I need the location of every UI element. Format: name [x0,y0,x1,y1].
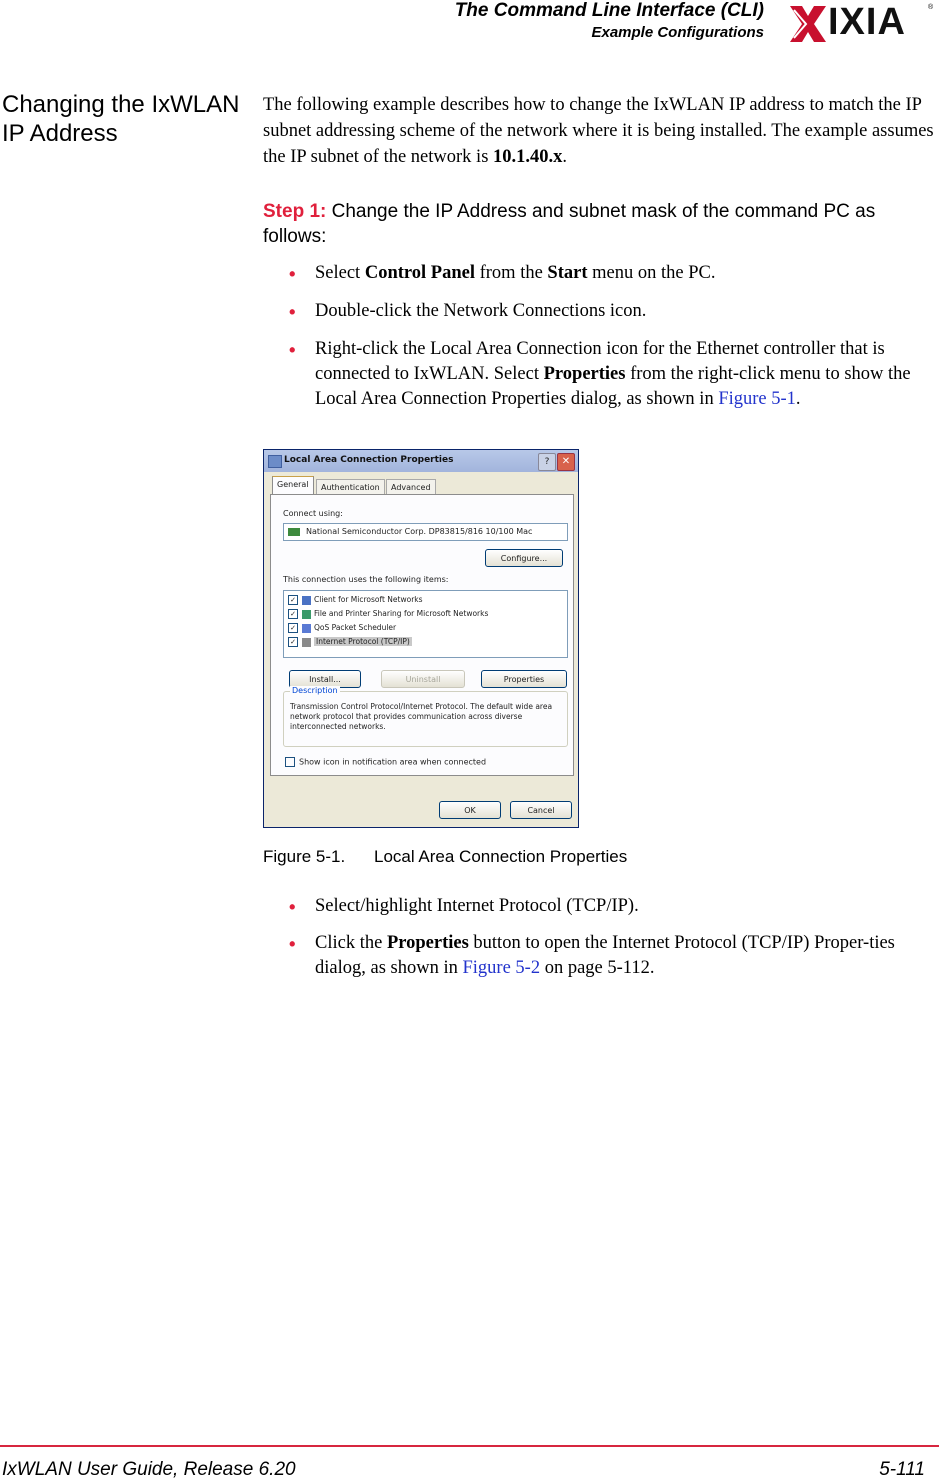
bullet-text: on page 5-112. [540,958,655,978]
bullet-text: Right-click the Local Area Connection icon for the Ethernet controller that is connected to IxWLAN. Select [315,339,885,384]
close-button[interactable]: ✕ [557,453,575,471]
section-heading: Changing the IxWLAN IP Address [2,91,240,147]
bullet-bold: Properties [543,364,626,384]
components-list[interactable] [283,590,568,658]
ixia-logo-x-icon [786,2,830,46]
bullet-item [289,261,939,286]
list-item[interactable] [288,636,412,648]
checkbox-checked-icon[interactable]: ✓ [288,623,298,633]
figure-5-1-link[interactable]: Figure 5-1 [718,389,796,409]
show-icon-option[interactable] [285,757,486,767]
ok-button[interactable]: OK [439,801,501,819]
bullet-text: from the right-click menu to show the Local Area Connection Properties dialog, as shown in [315,364,911,409]
registered-mark: ® [928,4,934,11]
list-item[interactable] [288,608,488,620]
bullet-text: button to open the Internet Protocol (TCP/IP) Proper-ties dialog, as shown in [315,933,895,978]
show-icon-label: Show icon in notification area when connected [299,757,487,767]
help-button[interactable]: ? [538,453,556,471]
step-text: Change the IP Address and subnet mask of the command PC as follows: [263,201,876,247]
bullet-text: . [795,389,801,409]
intro-paragraph [263,92,939,170]
bullet-icon: • [289,933,296,954]
bullet-icon: • [289,339,296,360]
list-item[interactable] [288,594,423,606]
checkbox-checked-icon[interactable]: ✓ [288,609,298,619]
tab-authentication[interactable]: Authentication [316,479,385,496]
bullet-text: Select [315,263,365,283]
footer-page-number: 5-111 [879,1459,925,1480]
bullet-bold: Start [547,263,588,283]
bullet-bold: Control Panel [364,263,475,283]
running-header-title: The Command Line Interface (CLI) [454,0,764,21]
local-area-connection-dialog [263,449,579,828]
figure-5-2-link[interactable]: Figure 5-2 [462,958,541,978]
client-icon [302,596,311,605]
bullet-icon: • [289,263,296,284]
install-button[interactable]: Install... [289,670,361,688]
intro-subnet: 10.1.40.x [493,147,563,167]
properties-button[interactable]: Properties [481,670,567,688]
bullet-item [289,337,939,412]
bullet-bold: Properties [386,933,469,953]
figure-caption [263,846,627,868]
configure-button[interactable]: Configure... [485,549,563,567]
bullet-icon: • [289,896,296,917]
items-label: This connection uses the following items: [283,575,449,584]
tab-advanced[interactable]: Advanced [386,479,436,496]
list-item-label: QoS Packet Scheduler [314,623,397,632]
network-adapter-icon [288,528,300,536]
protocol-icon [302,638,311,647]
description-label: Description [292,686,338,695]
scheduler-icon [302,624,311,633]
list-item-label-selected: Internet Protocol (TCP/IP) [316,637,410,646]
footer-divider [0,1445,939,1447]
running-header-subtitle: Example Configurations [591,24,764,41]
intro-text: The following example describes how to change the IxWLAN IP address to match the IP subnet addressing scheme of the network where it is being installed. The example assumes the IP subnet of the network is [263,95,934,167]
network-icon [268,455,282,468]
bullet-text: Select/highlight Internet Protocol (TCP/IP). [315,896,639,916]
bullet-item [289,931,939,981]
adapter-field [283,523,568,541]
bullet-text: menu on the PC. [587,263,716,283]
figure-title: Local Area Connection Properties [374,847,628,866]
figure-label: Figure 5-1. [263,847,346,866]
list-item-label: Client for Microsoft Networks [314,595,423,604]
checkbox-checked-icon[interactable]: ✓ [288,595,298,605]
general-tab-panel [270,494,574,776]
description-text: Transmission Control Protocol/Internet Protocol. The default wide area network protocol that provides communication across diverse interconnected networks. [290,702,553,731]
tab-general[interactable]: General [272,476,314,496]
intro-text-end: . [562,147,568,167]
step-1 [263,199,939,249]
footer-guide-title: IxWLAN User Guide, Release 6.20 [2,1459,296,1480]
adapter-name: National Semiconductor Corp. DP83815/816 10/100 Mac [306,527,533,536]
bullet-item [289,299,939,324]
description-group [283,686,568,747]
list-item[interactable] [288,622,396,634]
sharing-icon [302,610,311,619]
bullet-text: from the [474,263,548,283]
dialog-titlebar [264,450,578,472]
step-label: Step 1: [263,201,327,222]
checkbox-unchecked-icon[interactable] [285,757,295,767]
cancel-button[interactable]: Cancel [510,801,572,819]
bullet-item [289,894,939,919]
uninstall-button[interactable]: Uninstall [381,670,465,688]
dialog-title: Local Area Connection Properties [284,455,454,465]
bullet-text: Click the [315,933,387,953]
ixia-logo-text: IXIA [828,1,906,43]
bullet-text: Double-click the Network Connections icon. [315,301,647,321]
bullet-icon: • [289,301,296,322]
list-item-label: File and Printer Sharing for Microsoft Networks [314,609,489,618]
checkbox-checked-icon[interactable]: ✓ [288,637,298,647]
connect-using-label: Connect using: [283,509,343,518]
